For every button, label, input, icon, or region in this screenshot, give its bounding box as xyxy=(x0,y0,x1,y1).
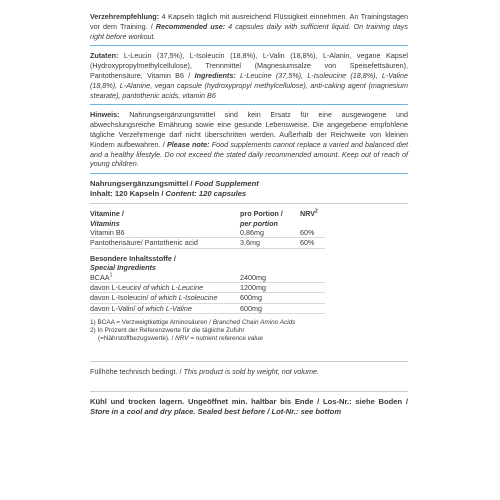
nutrient-nrv: 60% xyxy=(300,228,325,238)
product-content-de: Inhalt: 120 Kapseln / xyxy=(90,189,166,199)
portion-header xyxy=(240,209,300,228)
nutrient-amount: 3,6mg xyxy=(240,238,300,248)
nutrient-amount: 0,86mg xyxy=(240,228,300,238)
divider xyxy=(90,361,408,362)
notice-label-en: Please note: xyxy=(166,139,210,149)
product-content-en: Content: 120 capsules xyxy=(165,189,247,199)
dosage-paragraph xyxy=(90,12,408,41)
ingredient-amount: 1200mg xyxy=(240,283,300,293)
dosage-label-en: Recommended use: xyxy=(155,21,226,31)
vitamins-header-en: Vitamins xyxy=(90,218,120,228)
dosage-text-en: 4 capsules daily with sufficient liquid. On training days right before workout. xyxy=(90,21,408,41)
divider xyxy=(90,104,408,105)
product-info xyxy=(90,179,408,199)
table-row xyxy=(90,273,325,283)
vitamins-header-de: Vitamine / xyxy=(90,209,124,219)
ingredient-amount: 2400mg xyxy=(240,273,300,283)
portion-header-de: pro Portion / xyxy=(240,209,283,219)
footnote-2: 2) In Prozent der Referenzwerte für die tägliche Zufuhr xyxy=(90,327,245,335)
vitamins-header xyxy=(90,209,240,228)
ingredients-paragraph xyxy=(90,51,408,100)
nrv-header: NRV$^2$ xyxy=(300,208,318,219)
divider xyxy=(90,203,408,204)
footnotes xyxy=(90,319,408,343)
divider xyxy=(90,45,408,46)
ingredients-label-en: Ingredients: xyxy=(194,70,236,80)
vitamins-header-row xyxy=(90,209,325,228)
dosage-text-de: 4 Kapseln täglich mit ausreichend Flüssigkeit einnehmen. An Trainingstagen vor dem Training. / xyxy=(90,12,408,31)
table-row xyxy=(90,293,325,303)
vitamins-table xyxy=(90,209,325,249)
ingredient-name: davon L-Valin/ of which L-Valine xyxy=(90,303,240,313)
portion-header-en: per portion xyxy=(240,218,278,228)
storage-note: Kühl und trocken lagern. Ungeöffnet min. haltbar bis Ende / Los-Nr.: siehe Boden / Store in a cool and dry place. Sealed best before / Lot-Nr.: see bottom xyxy=(90,397,408,417)
nutrient-name: Vitamin B6 xyxy=(90,228,240,238)
table-row xyxy=(90,283,325,293)
ingredient-name: BCAA$^1$ xyxy=(90,273,240,283)
special-ingredients-table xyxy=(90,254,325,314)
divider xyxy=(90,173,408,174)
ingredient-name: davon L-Isoleucin/ of which L-Isoleucine xyxy=(90,293,240,303)
notice-paragraph xyxy=(90,110,408,169)
special-header-en: Special Ingredients xyxy=(90,263,156,273)
ingredients-text-de: L-Leucin (37,5%), L-Isoleucin (18,8%), L-Valin (18,8%), L-Alanin, vegane Kapsel (Hydroxypropylmethylcellulose), Trennmittel (Magnesiumsalze von Speisefettsäuren), Pantothensäure, Vitamin B6 / xyxy=(90,51,408,80)
notice-text-en: Food supplements cannot replace a varied and balanced diet and a healthy lifestyle. Do not exceed the stated daily recommended amount. Keep out of reach of young children. xyxy=(90,139,408,169)
ingredient-amount: 600mg xyxy=(240,293,300,303)
table-row xyxy=(90,303,325,313)
product-type-de: Nahrungsergänzungsmittel / xyxy=(90,179,195,189)
nutrient-name: Pantothensäure/ Pantothenic acid xyxy=(90,238,240,248)
product-type-en: Food Supplement xyxy=(194,179,259,189)
dosage-label: Verzehrempfehlung: xyxy=(90,12,160,21)
notice-text-de: Nahrungsergänzungsmittel sind kein Ersatz für eine ausgewogene und abwechslungsreiche Ernährung sowie eine gesunde Lebensweise. Die angegebene empfohlene tägliche Verzehrmenge darf nicht überschritten werden. Außerhalb der Reichweite von kleinen Kindern aufbewahren. / xyxy=(90,110,408,149)
special-header-row xyxy=(90,254,325,273)
footnote-1: 1) BCAA = Verzweigtkettige Aminosäuren / Branched Chain Amino Acids xyxy=(90,319,296,327)
table-row xyxy=(90,228,325,238)
nutrient-nrv: 60% xyxy=(300,238,325,248)
ingredients-text-en: L-Leucine (37,5%), L-Isoleucine (18,8%), L-Valine (18,8%), L-Alanine, vegan capsule (hydroxypropyl methylcellulose), anti-caking agent (magnesium stearate), pantothenic acids, vitamin B6 xyxy=(90,70,408,100)
footnote-2-cont: (=Nährstoffbezugswerte). / NRV = nutrient reference value xyxy=(98,335,263,343)
special-header-de: Besondere Inhaltsstoffe / xyxy=(90,253,176,263)
label-text-panel xyxy=(90,12,408,417)
ingredient-name: davon L-Leucin/ of which L-Leucine xyxy=(90,283,240,293)
table-row xyxy=(90,238,325,248)
divider xyxy=(90,391,408,392)
special-header xyxy=(90,254,325,273)
notice-label: Hinweis: xyxy=(90,110,120,120)
fill-note: Füllhöhe technisch bedingt. / This product is sold by weight, not volume. xyxy=(90,367,319,377)
ingredient-amount: 600mg xyxy=(240,303,300,313)
ingredients-label: Zutaten: xyxy=(90,51,119,61)
